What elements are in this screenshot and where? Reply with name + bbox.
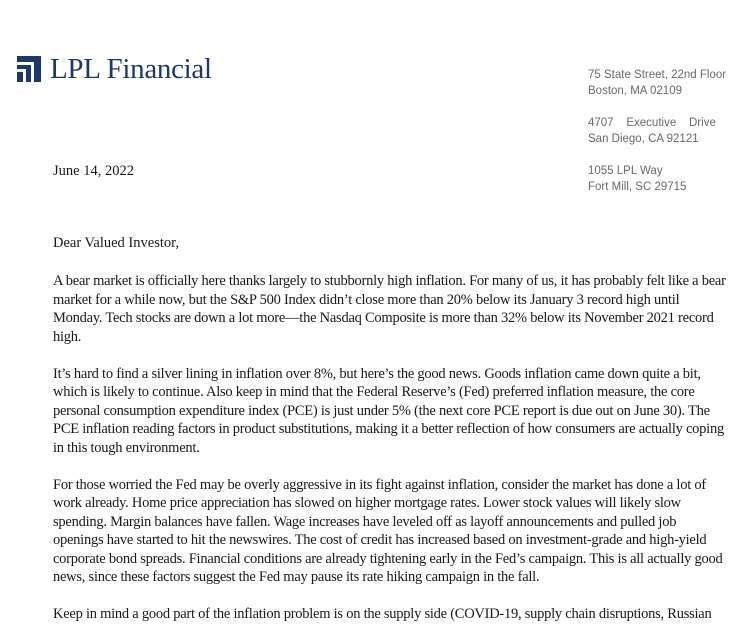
office-addresses xyxy=(588,67,726,211)
logo-text: LPL Financial xyxy=(50,53,212,85)
paragraph: A bear market is officially here thanks largely to stubbornly high inflation. For many of us, it has probably felt like a bear market for a while now, but the S&P 500 Index didn’t close more than 20% below its January 3 record high until Monday. Tech stocks are down a lot more—the Nasdaq Composite is more than 32% below its November 2021 record high. xyxy=(53,273,726,345)
address-fort-mill xyxy=(588,163,726,195)
company-logo xyxy=(17,54,212,83)
address-line: Boston, MA 02109 xyxy=(588,85,682,97)
address-line: Fort Mill, SC 29715 xyxy=(588,181,687,193)
salutation: Dear Valued Investor, xyxy=(53,235,179,251)
address-line: 1055 LPL Way xyxy=(588,165,663,177)
letter-body xyxy=(53,272,728,642)
lpl-bars-icon xyxy=(17,56,41,82)
address-san-diego xyxy=(588,115,726,147)
paragraph: It’s hard to find a silver lining in inflation over 8%, but here’s the good news. Goods inflation came down quite a bit, which is likely to continue. Also keep in mind that the Federal Reserve’s (Fed) preferred inflation measure, the core personal consumption expenditure index (PCE) is just under 5% (the next core PCE report is due out on June 30). The PCE inflation reading factors in product substitutions, making it a better reflection of how consumers are actually coping in this tough environment. xyxy=(53,365,724,456)
paragraph: For those worried the Fed may be overly aggressive in its fight against inflation, consider the market has done a lot of work already. Home price appreciation has slowed on higher mortgage rates. Lower stock values will likely slow spending. Margin balances have fallen. Wage increases have leveled off as layoff announcements and pulled job openings have started to hit the newswires. The cost of credit has increased based on investment-grade and high-yield corporate bond spreads. Financial conditions are already tightening early in the Fed’s campaign. This is all actually good news, since these factors suggest the Fed may pause its rate hiking campaign in the fall. xyxy=(53,476,723,585)
letter-date: June 14, 2022 xyxy=(53,163,134,179)
address-line: San Diego, CA 92121 xyxy=(588,133,699,145)
address-line: 75 State Street, 22nd Floor xyxy=(588,69,727,81)
address-boston xyxy=(588,67,726,99)
address-line: 4707 Executive Drive xyxy=(588,117,716,129)
paragraph: Keep in mind a good part of the inflation problem is on the supply side (COVID-19, supply chain disruptions, Russian xyxy=(53,606,712,622)
